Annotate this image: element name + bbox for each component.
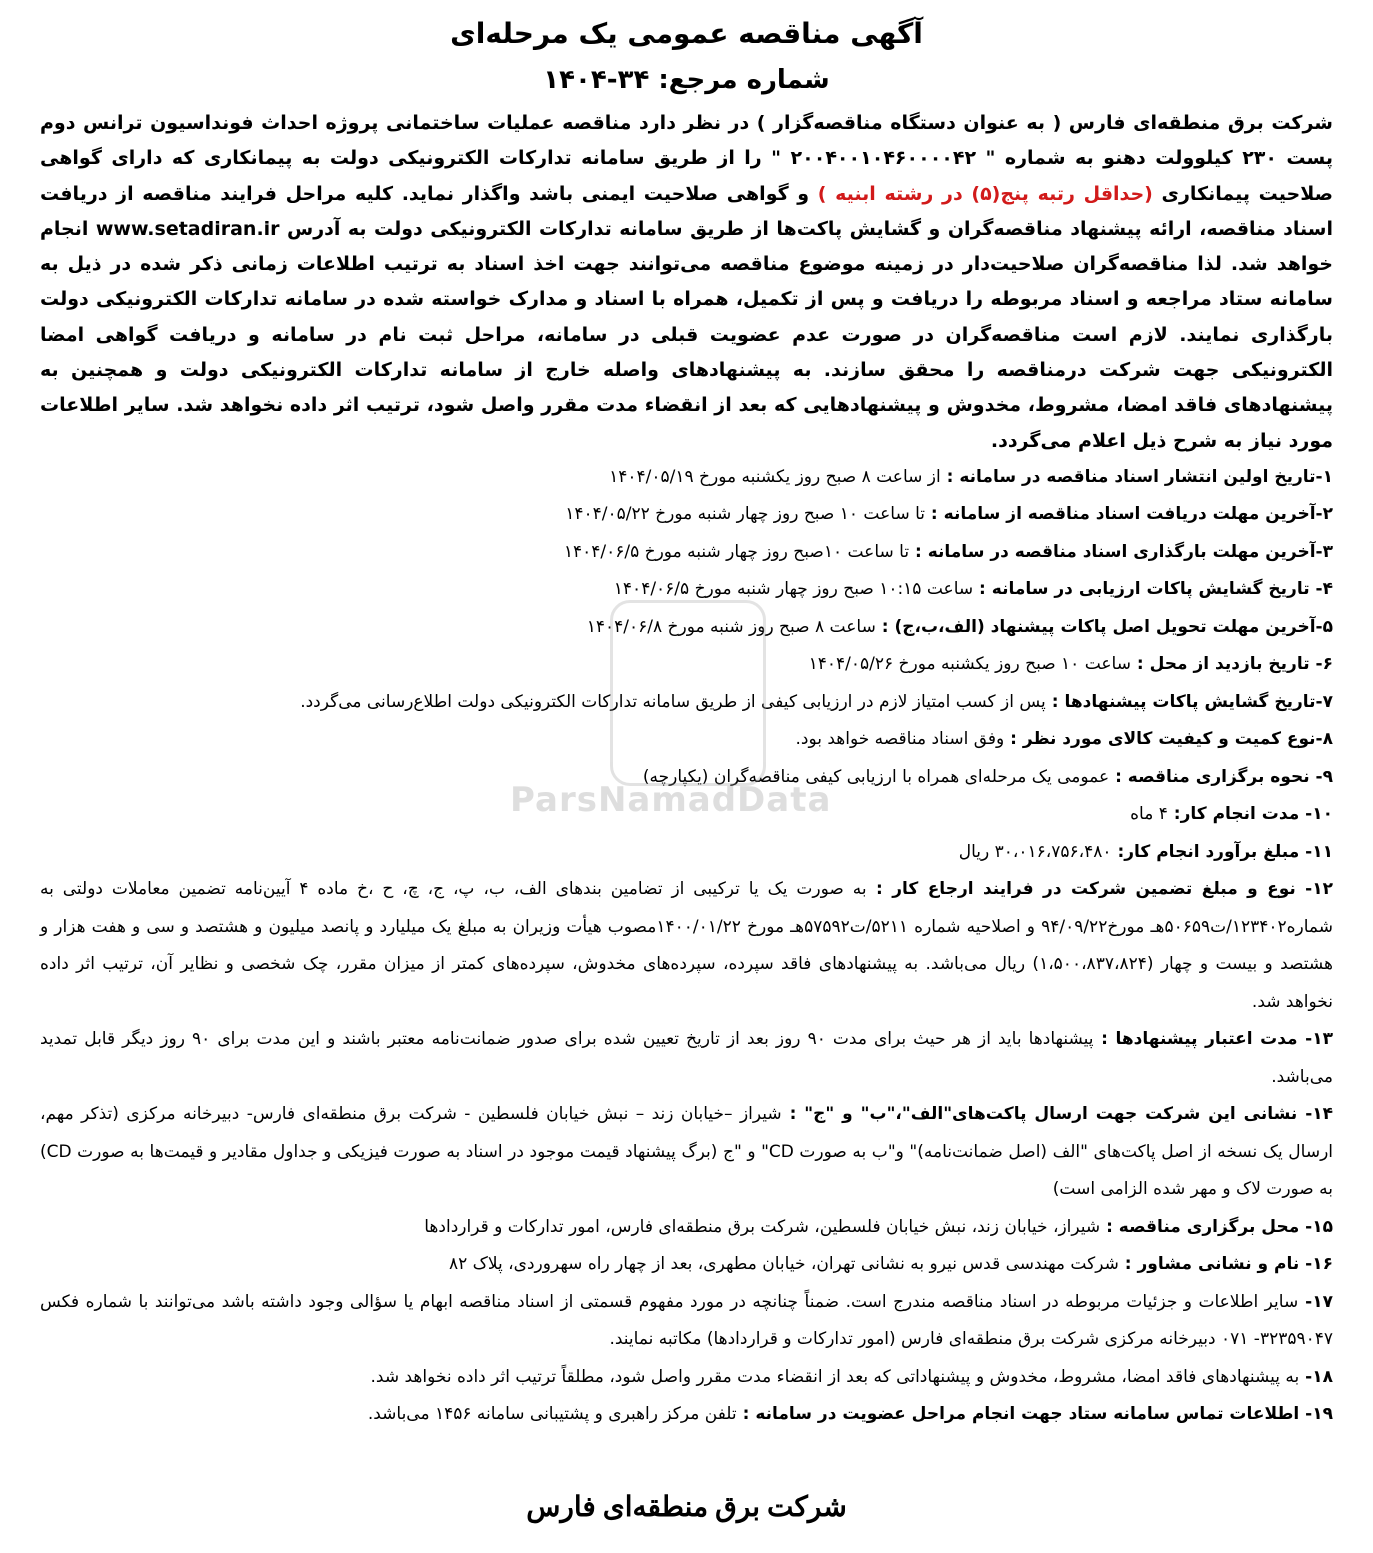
item-number: ۱۵- xyxy=(1299,1216,1333,1237)
item-separator: : xyxy=(1111,841,1125,862)
item-separator: : xyxy=(736,1404,756,1425)
item-number: ۱- xyxy=(1315,466,1333,487)
issuer-signature: شرکت برق منطقه‌ای فارس xyxy=(526,1492,847,1523)
notice-item xyxy=(40,834,1333,872)
intro-paragraph xyxy=(40,106,1333,459)
notice-item xyxy=(40,871,1333,1021)
notice-item xyxy=(40,796,1333,834)
item-number: ۹- xyxy=(1309,766,1333,787)
item-separator: : xyxy=(1045,691,1065,712)
item-text: پس از کسب امتیاز لازم در ارزیابی کیفی از طریق سامانه تدارکات الکترونیکی دولت اطلاع‌رسانی می‌گردد. xyxy=(300,691,1046,712)
item-text: از ساعت ۸ صبح روز یکشنبه مورخ ۱۴۰۴/۰۵/۱۹ xyxy=(609,466,941,487)
item-number: ۱۳- xyxy=(1297,1029,1333,1050)
item-label: نحوه برگزاری مناقصه xyxy=(1127,766,1310,787)
item-number: ۱۰- xyxy=(1299,804,1333,825)
item-separator: : xyxy=(1167,804,1181,825)
item-text: وفق اسناد مناقصه خواهد بود. xyxy=(795,729,1005,750)
item-text: عمومی یک مرحله‌ای همراه با ارزیابی کیفی مناقصه‌گران (یکپارچه) xyxy=(642,766,1110,787)
notice-item xyxy=(40,459,1333,497)
notice-item xyxy=(40,1096,1333,1209)
item-separator: : xyxy=(866,879,893,900)
item-separator: : xyxy=(973,579,992,600)
intro-text-1: شرکت برق منطقه‌ای فارس ( به عنوان دستگاه مناقصه‌گزار ) در نظر دارد مناقصه عملیات ساختمانی پروژه احداث فونداسیون ترانس دوم پست ۲۳۰ کیلوولت دهنو به شماره " ۲۰۰۴۰۰۱۰۴۶۰۰۰۰۴۲ " را از طریق سامانه تدارکات الکترونیکی دولت به پیمانکاری که دارای گواهی صلاحیت پیمانکاری xyxy=(40,112,1334,205)
item-number: ۱۸- xyxy=(1299,1366,1333,1387)
item-text: پیشنهادها باید از هر حیث برای مدت ۹۰ روز بعد از تاریخ تعیین شده برای صدور ضمانت‌نامه معتبر باشند و این مدت برای ۹۰ روز دیگر قابل تمدید می‌باشد. xyxy=(40,1029,1333,1087)
item-text: به صورت یک یا ترکیبی از تضامین بندهای الف، ب، پ، ج، چ، ح ،خ ماده ۴ آیین‌نامه تضمین معاملات دولتی به شماره۱۲۳۴۰۲/ت۵۰۶۵۹هـ مورخ۹۴/۰۹/۲۲ و اصلاحیه شماره ۵۲۱۱/ت۵۷۵۹۲هـ مورخ ۱۴۰۰/۰۱/۲۲مصوب هیأت وزیران به مبلغ یک میلیارد و پانصد میلیون و هشتصد و سی و هفت هزار و هشتصد و بیست و چهار (۱،۵۰۰،۸۳۷،۸۲۴) ریال می‌باشد. به پیشنهادهای فاقد سپرده، سپرده‌های مخدوش، سپرده‌های کمتر از میزان مقرر، چک شخصی و نظایر آن، ترتیب اثر داده نخواهد شد. xyxy=(40,879,1334,1012)
item-label: تاریخ بازدید از محل xyxy=(1149,654,1310,675)
item-label: تاریخ گشایش پاکات پیشنهادها xyxy=(1064,691,1316,712)
notice-item xyxy=(40,609,1333,647)
item-number: ۱۹- xyxy=(1299,1404,1333,1425)
item-number: ۳- xyxy=(1315,541,1333,562)
item-number: ۱۱- xyxy=(1299,841,1333,862)
item-text: ساعت ۱۰:۱۵ صبح روز چهار شنبه مورخ ۱۴۰۴/۰۶/۵ xyxy=(613,579,974,600)
item-text: سایر اطلاعات و جزئیات مربوطه در اسناد مناقصه مندرج است. ضمناً چنانچه در مورد مفهوم قسمتی از اسناد مناقصه ابهام یا سؤالی وجود داشته باشد می‌توانند با شماره فکس ۳۲۳۵۹۰۴۷- ۰۷۱ دبیرخانه مرکزی شرکت برق منطقه‌ای فارس (امور تدارکات و قراردادها) مکاتبه نمایند. xyxy=(40,1291,1333,1350)
notice-title: آگهی مناقصه عمومی یک مرحله‌ای xyxy=(450,17,923,50)
notice-item xyxy=(40,496,1333,534)
item-label: نشانی این شرکت جهت ارسال پاکت‌های"الف"،"ب" و "ج" xyxy=(804,1104,1298,1125)
item-separator: : xyxy=(940,466,960,487)
item-label: مدت اعتبار پیشنهادها xyxy=(1115,1029,1298,1050)
reference-number: شماره مرجع: ۳۴-۱۴۰۴ xyxy=(543,65,830,95)
watermark-brand: ParsNamadData xyxy=(510,780,832,820)
item-text: به پیشنهادهای فاقد امضا، مشروط، مخدوش و پیشنهاداتی که بعد از انقضاء مدت مقرر واصل شود، مطلقاً ترتیب اثر داده نخواهد شد. xyxy=(370,1366,1300,1387)
item-number: ۲- xyxy=(1315,504,1333,525)
item-separator: : xyxy=(1100,1216,1119,1237)
item-label: آخرین مهلت دریافت اسناد مناقصه از سامانه xyxy=(943,504,1316,525)
item-number: ۱۶- xyxy=(1299,1254,1333,1275)
item-label: نام و نشانی مشاور xyxy=(1137,1254,1300,1275)
item-text: شرکت مهندسی قدس نیرو به نشانی تهران، خیابان مطهری، بعد از چهار راه سهروردی، پلاک ۸۲ xyxy=(449,1254,1119,1275)
item-number: ۷- xyxy=(1315,691,1333,712)
item-separator: : xyxy=(1130,654,1150,675)
item-label: نوع و مبلغ تضمین شرکت در فرایند ارجاع کار xyxy=(892,879,1296,900)
notice-items-list xyxy=(40,459,1333,1434)
notice-item xyxy=(40,759,1333,797)
notice-item xyxy=(40,1209,1333,1247)
item-label: آخرین مهلت تحویل اصل پاکات پیشنهاد (الف،ب،ج) xyxy=(894,616,1316,637)
item-label: آخرین مهلت بارگذاری اسناد مناقصه در سامانه xyxy=(927,541,1316,562)
notice-item xyxy=(40,1396,1333,1434)
item-label: محل برگزاری مناقصه xyxy=(1118,1216,1300,1237)
item-separator: : xyxy=(781,1104,805,1125)
notice-item xyxy=(40,646,1333,684)
intro-text-2: و گواهی صلاحیت ایمنی باشد واگذار نماید. کلیه مراحل فرایند مناقصه از دریافت اسناد مناقصه، ارائه پیشنهاد مناقصه‌گران و گشایش پاکت‌ها از طریق سامانه تدارکات الکترونیکی دولت به آدرس www.setadiran.ir انجام خواهد شد. لذا مناقصه‌گران صلاحیت‌دار در زمینه موضوع مناقصه می‌توانند جهت اخذ اسناد به ترتیب اطلاعات زمانی ذکر شده در ذیل به سامانه ستاد مراجعه و اسناد مربوطه را دریافت و پس از تکمیل، همراه با اسناد و مدارک خواسته شده در سامانه تدارکات الکترونیکی دولت بارگذاری نمایند. لازم است مناقصه‌گران در صورت عدم عضویت قبلی در سامانه، مراحل ثبت نام در سامانه و دریافت گواهی امضا الکترونیکی جهت شرکت درمناقصه را محقق سازند. به پیشنهادهای واصله خارج از سامانه تدارکات الکترونیکی دولت و همچنین به پیشنهادهای فاقد امضا، مشروط، مخدوش و پیشنهادهایی که بعد از انقضاء مدت مقرر واصل شود، ترتیب اثر داده نخواهد شد. سایر اطلاعات مورد نیاز به شرح ذیل اعلام می‌گردد. xyxy=(40,182,1333,452)
item-separator: : xyxy=(875,616,895,637)
item-separator: : xyxy=(1004,729,1023,750)
notice-item xyxy=(40,1246,1333,1284)
contractor-grade-requirement: (حداقل رتبه پنج(۵) در رشته ابنیه ) xyxy=(817,182,1153,205)
notice-item xyxy=(40,534,1333,572)
item-label: مدت انجام کار xyxy=(1180,804,1300,825)
item-label: تاریخ گشایش پاکات ارزیابی در سامانه xyxy=(991,579,1310,600)
item-text: تا ساعت ۱۰ صبح روز چهار شنبه مورخ ۱۴۰۴/۰۵/۲۲ xyxy=(565,504,926,525)
item-separator: : xyxy=(925,504,944,525)
item-number: ۶- xyxy=(1309,654,1333,675)
item-separator: : xyxy=(1109,766,1128,787)
item-number: ۴- xyxy=(1309,579,1333,600)
item-text: ۴ ماه xyxy=(1130,804,1168,825)
item-number: ۵- xyxy=(1315,616,1333,637)
item-text: تا ساعت ۱۰صبح روز چهار شنبه مورخ ۱۴۰۴/۰۶/۵ xyxy=(563,541,910,562)
item-number: ۸- xyxy=(1315,729,1333,750)
notice-item xyxy=(40,1284,1333,1359)
notice-item xyxy=(40,571,1333,609)
notice-item xyxy=(40,684,1333,722)
item-text: شیراز، خیابان زند، نبش خیابان فلسطین، شرکت برق منطقه‌ای فارس، امور تدارکات و قراردادها xyxy=(424,1216,1101,1237)
notice-item xyxy=(40,1021,1333,1096)
item-text: ساعت ۸ صبح روز شنبه مورخ ۱۴۰۴/۰۶/۸ xyxy=(586,616,876,637)
item-number: ۱۲- xyxy=(1295,879,1334,900)
item-separator: : xyxy=(1118,1254,1138,1275)
item-label: نوع کمیت و کیفیت کالای مورد نظر xyxy=(1022,729,1316,750)
item-number: ۱۷- xyxy=(1298,1291,1333,1312)
item-text: ساعت ۱۰ صبح روز یکشنبه مورخ ۱۴۰۴/۰۵/۲۶ xyxy=(808,654,1131,675)
item-separator: : xyxy=(909,541,928,562)
item-number: ۱۴- xyxy=(1297,1104,1334,1125)
item-text: تلفن مرکز راهبری و پشتیبانی سامانه ۱۴۵۶ می‌باشد. xyxy=(367,1404,737,1425)
notice-item xyxy=(40,1359,1333,1397)
item-text: شیراز –خیابان زند – نبش خیابان فلسطین - شرکت برق منطقه‌ای فارس- دبیرخانه مرکزی (تذکر مهم، ارسال یک نسخه از اصل پاکت‌های "الف (اصل ضمانت‌نامه)" و"ب به صورت CD" و "ج (برگ پیشنهاد قیمت موجود در اسناد به صورت فیزیکی و جداول مقادیر و قیمت‌ها به صورت CD) به صورت لاک و مهر شده الزامی است) xyxy=(40,1104,1334,1200)
item-label: تاریخ اولین انتشار اسناد مناقصه در سامانه xyxy=(959,466,1316,487)
notice-item xyxy=(40,721,1333,759)
item-label: اطلاعات تماس سامانه ستاد جهت انجام مراحل عضویت در سامانه xyxy=(755,1404,1300,1425)
item-label: مبلغ برآورد انجام کار xyxy=(1124,841,1300,862)
item-separator: : xyxy=(1093,1029,1116,1050)
item-text: ۳۰،۰۱۶،۷۵۶،۴۸۰ ریال xyxy=(958,841,1112,862)
